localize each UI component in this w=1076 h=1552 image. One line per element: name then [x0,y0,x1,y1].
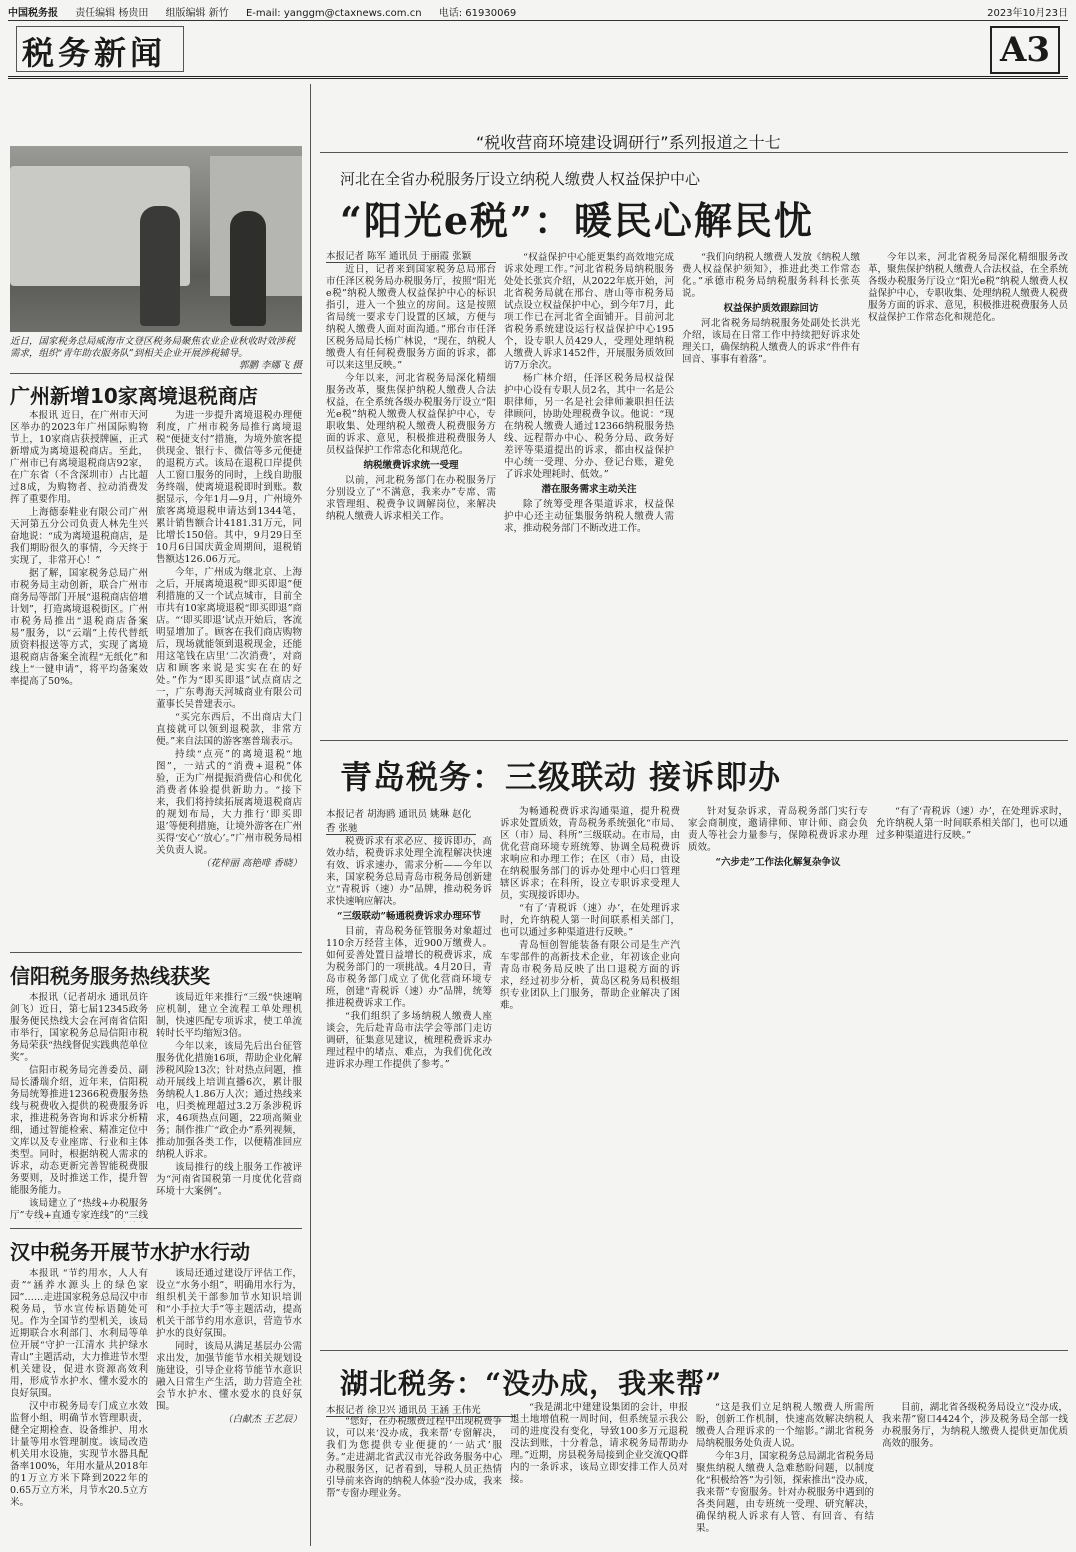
paragraph: “我们向纳税人缴费人发放《纳税人缴费人权益保护须知》，推进此类工作常态化。”承德市税务局纳税服务科科长张英说。 [682,252,860,299]
subhead: 纳税缴费诉求统一受理 [363,460,459,471]
paragraph: 税费诉求有求必应、接诉即办，高效办结，税费诉求处理全流程解决快速有效、诉求速办，需求分析——今年以来，国家税务总局青岛市税务局创新建立“青税诉（速）办”品牌，推动税务诉求快速响应解决。 [326,836,492,907]
email-address: E-mail: yanggm@ctaxnews.com.cn [245,8,422,19]
xinyang-headline: 信阳税务服务热线获奖 [10,964,210,988]
divider [320,152,1068,153]
subhead: “六步走”工作法化解复杂争议 [715,857,841,868]
paragraph: 以前，河北税务部门在办税服务厅分别设立了“不满意，我来办”专席、需求管理组、税费争议调解岗位，来解决纳税人缴费人诉求相关工作。 [326,475,496,522]
hebei-col-3 [682,252,860,734]
header-bar [8,4,1068,21]
xinyang-col-1 [10,992,148,1222]
paragraph: 今年以来，河北省税务局深化精细服务改革，聚焦保护纳税人缴费人合法权益，在全系统各级办税服务厅设立“阳光e税”纳税人缴费人权益保护中心，专职收集、处理纳税人缴费人税费服务方面的诉求、意见，积极推进税费服务人员权益保护工作常态化和规范化。 [868,252,1068,323]
divider [10,1228,302,1229]
issue-date: 2023年10月23日 [987,8,1068,19]
paragraph: 本报讯（记者胡永 通讯员许剑飞）近日，第七届12345政务服务便民热线大会在河南省信阳市举行，国家税务总局信阳市税务局荣获“热线督促实践典范单位奖”。 [10,992,148,1063]
paragraph: 上海德泰鞋业有限公司广州天河第五分公司负责人林先生兴奋地说：“成为离境退税商店，是我们期盼很久的事情，今天终于实现了，非常开心！” [10,507,148,566]
subhead: 权益保护质效跟踪回访 [723,303,819,314]
paragraph: 今年以来，河北省税务局深化精细服务改革，聚焦保护纳税人缴费人合法权益，在全系统各级办税服务厅设立“阳光e税”纳税人缴费人权益保护中心，专职收集、处理纳税人缴费人税费服务方面的诉求、意见，积极推进税费服务人员权益保护工作常态化和规范化。 [326,373,496,456]
column-divider [310,84,311,1546]
hubei-col-3 [696,1402,874,1546]
paragraph: 针对复杂诉求，青岛税务部门实行专家会商制度，邀请律师、审计师、商会负责人等社会力量参与，保障税费诉求办理质效。 [688,806,868,853]
photo-person-farmer [140,206,180,326]
guangzhou-headline: 广州新增10家离境退税商店 [10,384,258,408]
hebei-col-4 [868,252,1068,734]
paragraph: 信阳市税务局完善委员、副局长潘瑞介绍，近年来，信阳税务局统筹推进12366税费服务热线与税费收入提供的税费服务诉求，推进税务咨询和诉求分析精细，通过智能检索、精准定位中文库以及专业座席、行业和主体类型。同时，根据纳税人需求的诉求，动态更新完善智能税费服务要则，及时推送工作，提升智能服务能力。 [10,1065,148,1196]
guangzhou-col-2 [156,410,302,948]
paragraph: 为畅通税费诉求沟通渠道，提升税费诉求处置质效，青岛税务系统强化“市局、区（市）局、科所”三级联动。在市局，由优化营商环境专班统筹、协调全局税费诉求响应和办理工作；在区（市）局，由设在纳税服务部门的诉办处理中心归口管理辖区诉求；在科所，设立专职诉求受理人员，实现接诉即办。 [500,806,680,901]
paragraph: 河北省税务局纳税服务处副处长洪光介绍，该局在日常工作中持续把好诉求处理关口，确保纳税人缴费人的诉求“件件有回音、事事有着落”。 [682,318,860,365]
subhead: 潜在服务需求主动关注 [541,484,637,495]
hebei-subtitle: 河北在全省办税服务厅设立纳税人缴费人权益保护中心 [340,170,701,188]
paper-name: 中国税务报 [8,8,58,19]
qingdao-col-3 [688,806,868,1344]
hubei-col-1 [326,1416,502,1546]
paragraph: “您好，在办税缴费过程中出现税费争议，可以来‘没办成，我来帮’专窗解决，我们为您提供专业便捷的‘一站式’服务。”走进湖北省武汉市光谷政务服务中心办税服务区，记者看到，导税人员正热情引导前来咨询的纳税人体验“没办成，我来帮”专窗办理业务。 [326,1416,502,1499]
paragraph: 本报讯 近日，在广州市天河区举办的2023年广州国际购物节上，10家商店获授牌匾，正式新增成为离境退税商店。至此，广州市已有离境退税商店92家，在广东省（不含深圳市）占比超过8成，为购物者、拉动消费发挥了重要作用。 [10,410,148,505]
divider [10,373,302,374]
hanzhong-headline: 汉中税务开展节水护水行动 [10,1240,250,1264]
masthead [8,22,1068,79]
page-number: A3 [990,26,1060,74]
signature: （花梓丽 高艳啡 香晓） [200,858,302,869]
section-title: 税务新闻 [22,34,167,72]
hanzhong-col-2 [156,1268,302,1542]
paragraph: “有了‘青税诉（速）办’，在处理诉求时，允许纳税人第一时间联系相关部门，也可以通过多种渠道进行反映。” [500,903,680,938]
paragraph: 今年3月，国家税务总局湖北省税务局聚焦纳税人缴费人急难愁盼问题，以制度化“积极给答”为引领，探索推出“没办成，我来帮”专窗服务。针对办税服务中遇到的各类问题，由专班统一受理、研究解决，确保纳税人诉求有人管、有回音、有结果。 [696,1451,874,1534]
divider [10,952,302,953]
hebei-headline: “阳光e税”：暖民心解民忧 [340,198,814,243]
paragraph: 今年以来，该局先后出台征管服务优化措施16项，帮助企业化解涉税风险13次；针对热点问题，推动开展线上培训直播6次，累计服务纳税人1.86万人次；通过热线来电，归类梳理超过3.2万条涉税诉求，46项热点问题，22项高频业务；制作推广“政企办”系列视频，推动加强各类工作，以便精准回应纳税人诉求。 [156,1041,302,1160]
paragraph: “买完东西后，不出商店大门直接就可以领到退税款，非常方便。”来自法国的游客塞普瑞表示。 [156,712,302,747]
guangzhou-col-1 [10,410,148,948]
paragraph: 除了统筹受理各渠道诉求，权益保护中心还主动征集服务纳税人缴费人需求，推动税务部门不断改进工作。 [504,499,674,534]
editor-credit: 责任编辑 杨贵田 [75,8,149,19]
photo-person-tax-officer [230,211,266,326]
qingdao-headline: 青岛税务：三级联动 接诉即办 [340,758,782,796]
hubei-headline: 湖北税务：“没办成，我来帮” [340,1367,723,1400]
paragraph: 该局推行的线上服务工作被评为“河南省国税第一月度优化营商环境十大案例”。 [156,1162,302,1197]
paragraph: 该局建立了“热线+办税服务厅”专线+直通专家连线”的“三线 [10,1198,148,1221]
qingdao-col-2 [500,806,680,1344]
paragraph: 该局还通过建设厅评估工作，设立“水务小组”，明确用水行为，组织机关干部参加节水知识培训和“小手拉大手”等主题活动，提高机关干部节约用水意识，营造节水护水的良好氛围。 [156,1268,302,1339]
paragraph: “权益保护中心能更集约高效地完成诉求处理工作。”河北省税务局纳税服务处处长张宾介绍，从2022年底开始，河北省税务局就在邢台、唐山等市税务局试点设立权益保护中心，到今年7月，此项工作已在河北省全面铺开。目前河北省税务系统建设运行权益保护中心195个，设专职人员429人，受理处理纳税人缴费人诉求1452件，开展服务质效回访7万余次。 [504,252,674,371]
photo-caption [10,336,302,372]
paragraph: 为进一步提升离境退税办理便利度，广州市税务局推行离境退税“便捷支付”措施，为境外旅客提供现金、银行卡、微信等多元便捷的退税方式。该局在退税口岸提供人工窗口服务的同时，上线自助服务终端，使离境退税即时到账。数据显示，今年1月—9月，广州境外旅客离境退税申请达到1344笔，累计销售额合计4181.31万元，同比增长150倍。其中，9月29日至10月6日国庆黄金周期间，退税销售额达126.06万元。 [156,410,302,565]
caption-text: 近日，国家税务总局威海市文登区税务局聚焦农业企业秋收时效涉税需求，组织“青年助农服务队”到相关企业开展涉税辅导。 [10,336,296,359]
divider [320,1350,1068,1351]
paragraph: 近日，记者来到国家税务总局邢台市任泽区税务局办税服务厅，按照“阳光e税”纳税人缴费人权益保护中心的标识指引，进入一个独立的房间。这是按照省局统一要求专门设置的区域，方便与纳税人缴费人面对面沟通。”邢台市任泽区税务局局长杨广林说，“现在，纳税人缴费人有任何税费服务方面的诉求，都可以来这里反映。” [326,264,496,371]
qingdao-col-1 [326,836,492,1344]
subhead: “三级联动”畅通税费诉求办理环节 [337,911,481,922]
paragraph: “有了‘青税诉（速）办’，在处理诉求时，允许纳税人第一时间联系相关部门，也可以通过多种渠道进行反映。” [876,806,1068,841]
hubei-byline: 本报记者 徐卫兴 通讯员 王涵 王伟光 [326,1402,516,1417]
designer-credit: 组版编辑 新竹 [165,8,229,19]
hanzhong-col-1 [10,1268,148,1542]
paragraph: “我是湖北中建建设集团的会计，申报退土地增值税一周时间，但系统显示我公司的进度没有变化，导致100多万元退税没法到账，十分着急，请求税务局帮助办理。”近期，房县税务局接到企业交流QQ群内的一条诉求，该局立即安排工作人员对接。 [510,1402,688,1485]
paragraph: 目前，青岛税务征管服务对象超过110余万经营主体，近900万缴费人。如何妥善处置日益增长的税费诉求，成为税务部门的一项挑战。4月20日，青岛市税务部门成立了优化营商环境专班，创建“青税诉（速）办”品牌，统筹推进税费诉求工作。 [326,926,492,1009]
qingdao-byline: 本报记者 胡海鸥 通讯员 姚琳 赵化香 张驰 [326,806,476,835]
paragraph: 持续“点亮”的离境退税“地图”，一站式的“消费+退税”体验，正为广州提振消费信心和优化消费者体验提供新助力。“接下来，我们将持续拓展离境退税商店的规划布局，大力推行‘即买即退’等便利措施，让境外游客在广州买得‘安心’‘放心’。”广州市税务局相关负责人说。 [156,749,302,856]
hebei-byline: 本报记者 陈军 通讯员 于丽霞 张颖 [326,248,496,263]
paragraph: 目前，湖北省各级税务局设立“没办成，我来帮”窗口4424个，涉及税务局全部一线办税服务厅，为纳税人缴费人提供更加优质高效的服务。 [882,1402,1068,1449]
photo-credit: 郭鹏 李娜飞 摄 [238,360,302,371]
series-kicker: “税收营商环境建设调研行”系列报道之十七 [476,133,781,152]
hebei-col-1 [326,264,496,734]
paragraph: 今年，广州成为继北京、上海之后，开展离境退税“即买即退”便利措施的又一个试点城市，目前全市共有10家离境退税“即买即退”商店。“‘即买即退’试点开始后，客流明显增加了。顾客在我们商店购物后，现场就能领到退税现金，还能用这笔钱在店里‘二次消费’，对商店和顾客来说是实实在在的好处。”作为“即买即退”试点商店之一，广东粤海天河城商业有限公司董事长吴普建表示。 [156,567,302,710]
qingdao-col-4 [876,806,1068,1344]
phone-number: 电话: 61930069 [438,8,517,19]
paragraph: 本报讯 “节约用水，人人有责”“涵养水源头上的绿色家园”……走进国家税务总局汉中市税务局，节水宣传标语随处可见。作为全国节约型机关，该局近期联合水利部门、水利局等单位开展“守护一江清水 共护绿水青山”主题活动，大力推进节水型机关建设，促进水资源高效利用，形成节水护水、懂水爱水的良好氛围。 [10,1268,148,1399]
paragraph: 青岛恒创智能装备有限公司是生产汽车零部件的高新技术企业，年初该企业向青岛市税务局反映了出口退税方面的诉求，经过初步分析，黄岛区税务局积极组织专业团队上门服务，帮助企业解决了困难。 [500,940,680,1011]
paragraph: “这是我们立足纳税人缴费人所需所盼，创新工作机制，快速高效解决纳税人缴费人合理诉求的一个缩影。”湖北省税务局纳税服务处负责人说。 [696,1402,874,1449]
hubei-col-2 [510,1402,688,1546]
paragraph: 同时，该局从满足基层办公需求出发，加强节能节水相关规划设施建设，引导企业将节能节水意识融入日常生产生活，助力营造全社会节水护水、懂水爱水的良好氛围。 [156,1341,302,1412]
signature: （白献杰 王艺辰） [222,1414,302,1425]
hubei-col-4 [882,1402,1068,1546]
divider [320,740,1068,741]
paragraph: 该局近年来推行“三级“快速响应机制，建立全流程工单处理机制，快速匹配专项诉求，使工单流转时长平均缩短3倍。 [156,992,302,1039]
paragraph: 据了解，国家税务总局广州市税务局主动创新，联合广州市商务局等部门开展“退税商店倍增计划”，打造离境退税街区。广州市税务局推出“退税商店备案易”服务，以“云端”上传代替纸质资料报送等方式，实现了离境退税商店备案全流程“无纸化”和线上“一键申请”，将平均备案效率提高了50%。 [10,568,148,687]
paragraph: 汉中市税务局专门成立水效监督小组，明确节水管理职责，健全定期检查、设备维护、用水计量等用水管理制度。该局改造机关用水设施，实现节水器具配备率100%，年用水量从2018年的1万立方米下降到2022年的0.65万立方米，月节水20.5立方米。 [10,1401,148,1508]
paragraph: “我们组织了多场纳税人缴费人座谈会，先后赴青岛市法学会等部门走访调研，征集意见建议，梳理税费诉求办理过程中的堵点、难点，为我们优化改进诉求办理工作提供了参考。” [326,1011,492,1070]
hebei-col-2 [504,252,674,734]
news-photo [10,146,302,332]
paragraph: 杨广林介绍，任泽区税务局权益保护中心设有专职人员2名，其中一名是公职律师，另一名是社会律师兼职担任法律顾问，协助处理税费争议。他说：“现在纳税人缴费人通过12366纳税服务热线、远程帮办中心、税务分局、政务好差评等渠道提出的诉求，都由权益保护中心统一受理、分办、登记台账，避免了诉求处理耗时、低效。” [504,373,674,480]
xinyang-col-2 [156,992,302,1222]
